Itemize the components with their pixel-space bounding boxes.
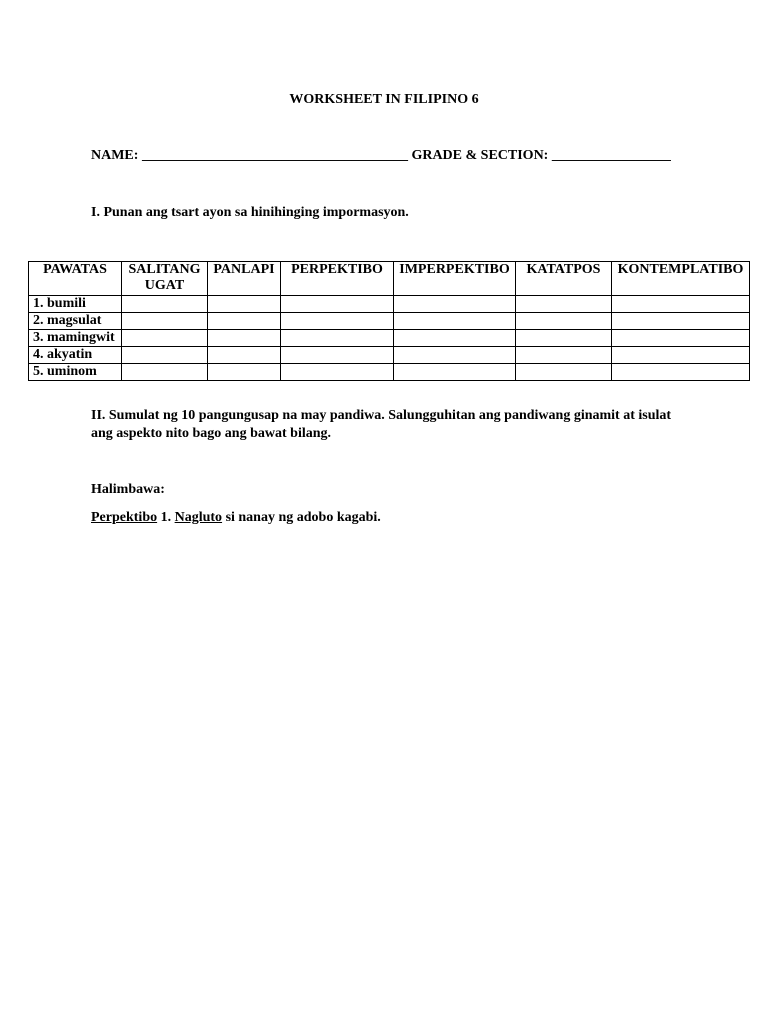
grade-section-label: GRADE & SECTION:: [411, 148, 549, 163]
example-sentence: [91, 510, 381, 526]
kontemplatibo-cell[interactable]: [612, 330, 750, 347]
salitang-ugat-cell[interactable]: [122, 313, 208, 330]
kontemplatibo-cell[interactable]: [612, 313, 750, 330]
perpektibo-cell[interactable]: [281, 347, 394, 364]
header-kontemplatibo: KONTEMPLATIBO: [612, 262, 750, 296]
panlapi-cell[interactable]: [208, 313, 281, 330]
pawatas-cell: 4. akyatin: [29, 347, 122, 364]
example-number: 1.: [160, 510, 172, 525]
katatpos-cell[interactable]: [516, 347, 612, 364]
imperpektibo-cell[interactable]: [394, 313, 516, 330]
pawatas-cell: 2. magsulat: [29, 313, 122, 330]
katatpos-cell[interactable]: [516, 330, 612, 347]
header-imperpektibo: IMPERPEKTIBO: [394, 262, 516, 296]
name-label: NAME:: [91, 148, 139, 163]
perpektibo-cell[interactable]: [281, 296, 394, 313]
part2-instruction: II. Sumulat ng 10 pangungusap na may pandiwa. Salungguhitan ang pandiwang ginamit at isulat ang aspekto nito bago ang bawat bilang.: [91, 408, 672, 441]
kontemplatibo-cell[interactable]: [612, 296, 750, 313]
part1-instruction: I. Punan ang tsart ayon sa hinihinging impormasyon.: [91, 205, 409, 220]
header-perpektibo: PERPEKTIBO: [281, 262, 394, 296]
header-pawatas: PAWATAS: [29, 262, 122, 296]
panlapi-cell[interactable]: [208, 364, 281, 381]
salitang-ugat-cell[interactable]: [122, 364, 208, 381]
imperpektibo-cell[interactable]: [394, 347, 516, 364]
pawatas-cell: 1. bumili: [29, 296, 122, 313]
table-row: [29, 296, 750, 313]
salitang-ugat-cell[interactable]: [122, 296, 208, 313]
kontemplatibo-cell[interactable]: [612, 347, 750, 364]
perpektibo-cell[interactable]: [281, 364, 394, 381]
imperpektibo-cell[interactable]: [394, 296, 516, 313]
example-label: Halimbawa:: [91, 482, 165, 497]
panlapi-cell[interactable]: [208, 330, 281, 347]
panlapi-cell[interactable]: [208, 296, 281, 313]
pawatas-cell: 3. mamingwit: [29, 330, 122, 347]
katatpos-cell[interactable]: [516, 296, 612, 313]
example-aspect: Perpektibo: [91, 510, 158, 525]
perpektibo-cell[interactable]: [281, 313, 394, 330]
kontemplatibo-cell[interactable]: [612, 364, 750, 381]
example-verb: Nagluto: [174, 510, 223, 525]
katatpos-cell[interactable]: [516, 313, 612, 330]
salitang-ugat-cell[interactable]: [122, 347, 208, 364]
name-grade-line: [91, 148, 671, 164]
table-row: [29, 313, 750, 330]
header-salitang-ugat: SALITANG UGAT: [122, 262, 208, 296]
header-katatpos: KATATPOS: [516, 262, 612, 296]
table-row: [29, 347, 750, 364]
grade-section-field[interactable]: _________________: [551, 148, 671, 163]
imperpektibo-cell[interactable]: [394, 364, 516, 381]
example-rest: si nanay ng adobo kagabi.: [225, 510, 381, 525]
panlapi-cell[interactable]: [208, 347, 281, 364]
pawatas-cell: 5. uminom: [29, 364, 122, 381]
imperpektibo-cell[interactable]: [394, 330, 516, 347]
perpektibo-cell[interactable]: [281, 330, 394, 347]
verb-chart-table: [28, 261, 750, 381]
name-field[interactable]: ______________________________________: [141, 148, 408, 163]
katatpos-cell[interactable]: [516, 364, 612, 381]
table-row: [29, 330, 750, 347]
table-header-row: [29, 262, 750, 296]
worksheet-title: WORKSHEET IN FILIPINO 6: [289, 92, 479, 107]
table-row: [29, 364, 750, 381]
salitang-ugat-cell[interactable]: [122, 330, 208, 347]
header-panlapi: PANLAPI: [208, 262, 281, 296]
